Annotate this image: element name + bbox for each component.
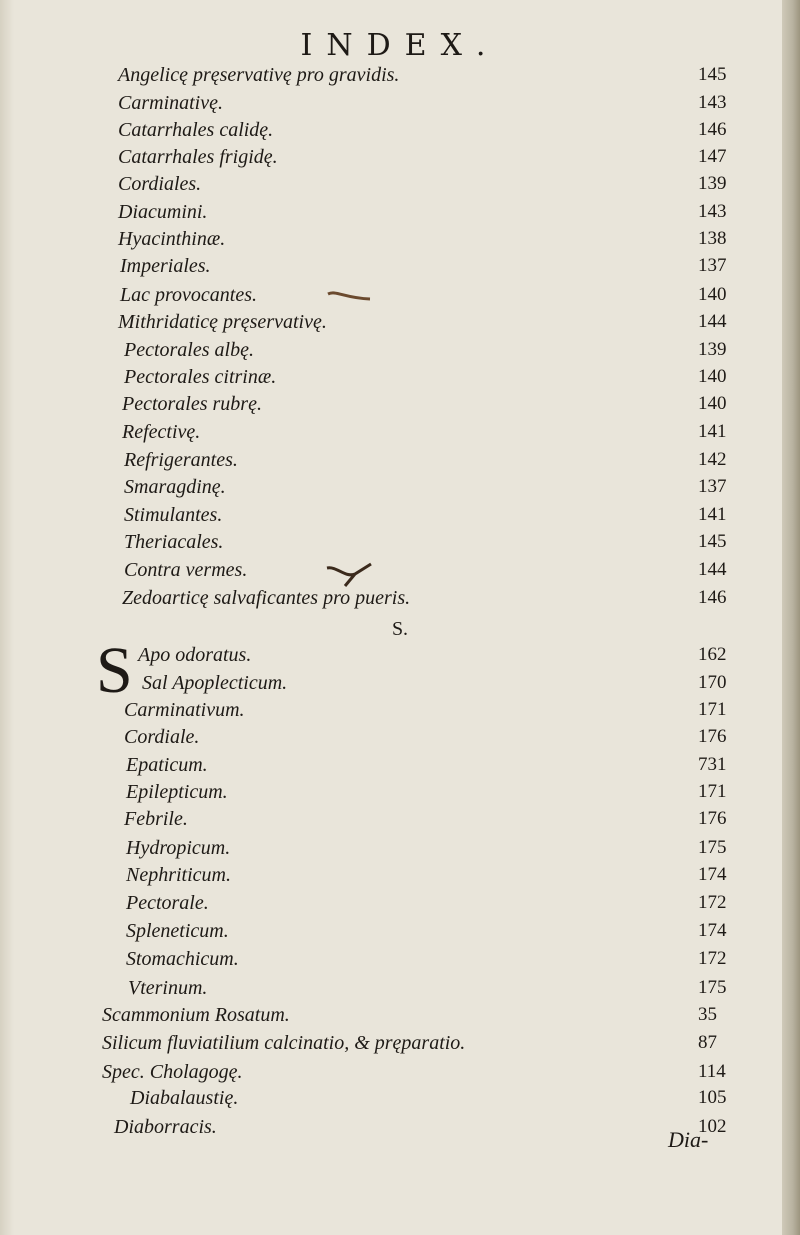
entry-page-number: 171 [698,781,727,802]
entry-label: Hydropicum. [126,837,231,859]
entry-label: Pectorales albę. [124,339,254,361]
entry-page-number: 175 [698,977,727,998]
index-entry [0,724,800,750]
entry-label: Refrigerantes. [124,449,238,471]
entry-label: Cordiale. [124,726,200,748]
index-entry [0,779,800,805]
entry-page-number: 140 [698,284,727,305]
index-entry [0,862,800,888]
index-entry [0,447,800,473]
index-entry [0,975,800,1001]
entry-page-number: 162 [698,644,727,665]
entry-page-number: 114 [698,1061,726,1082]
index-entry [0,337,800,363]
pen-mark-icon [325,556,377,590]
entry-label: Pectorale. [126,892,209,914]
index-entry [0,557,800,583]
index-entry [0,226,800,252]
drop-capital: S [96,634,133,707]
entry-label: Febrile. [124,808,188,830]
entry-label: Smaragdinę. [124,476,226,498]
entry-page-number: 137 [698,255,727,276]
entry-label: Pectorales rubrę. [122,393,262,415]
index-entry [0,585,800,611]
index-entry [0,282,800,308]
entry-label: Spec. Cholagogę. [102,1061,243,1083]
entry-page-number: 142 [698,449,727,470]
index-entry [0,1030,800,1056]
entry-page-number: 171 [698,699,727,720]
index-entry [0,1002,800,1028]
entry-label: Carminativę. [118,92,223,114]
entry-label: Hyacinthinæ. [118,228,226,250]
entry-label: Stomachicum. [126,948,239,970]
entry-label: Diacumini. [118,201,208,223]
entry-label: Vterinum. [128,977,208,999]
index-entry [0,1085,800,1111]
entry-label: Epaticum. [126,754,208,776]
entry-page-number: 146 [698,119,727,140]
entry-page-number: 139 [698,173,727,194]
entry-label: Contra vermes. [124,559,248,581]
ink-stroke-icon [326,288,372,304]
entry-page-number: 102 [698,1116,727,1137]
entry-label: Catarrhales frigidę. [118,146,278,168]
entry-label: Zedoarticę salvaficantes pro pueris. [122,587,411,609]
entry-label: Spleneticum. [126,920,229,942]
index-entry [0,171,800,197]
entry-page-number: 141 [698,504,727,525]
index-entry [0,144,800,170]
entry-page-number: 175 [698,837,727,858]
index-entry [0,117,800,143]
index-entry [0,364,800,390]
entry-page-number: 176 [698,726,727,747]
index-entry [0,309,800,335]
entry-label: Angelicę pręservativę pro gravidis. [118,64,400,86]
entry-label: Diaborracis. [114,1116,217,1138]
entry-page-number: 137 [698,476,727,497]
entry-page-number: 172 [698,948,727,969]
entry-label: Theriacales. [124,531,224,553]
page-title: INDEX. [300,28,500,63]
entry-page-number: 147 [698,146,727,167]
index-entry [0,419,800,445]
index-entry [0,253,800,279]
entry-page-number: 140 [698,393,727,414]
entry-page-number: 35 [698,1004,717,1025]
entry-page-number: 144 [698,311,727,332]
index-entry [0,1059,800,1085]
index-entry [0,529,800,555]
index-entry [0,199,800,225]
entry-label: Cordiales. [118,173,202,195]
entry-label: Epilepticum. [126,781,228,803]
entry-label: Diabalaustię. [130,1087,239,1109]
entry-page-number: 139 [698,339,727,360]
index-entry [0,806,800,832]
entry-page-number: 174 [698,920,727,941]
entry-label: Sal Apoplecticum. [142,672,288,694]
entry-page-number: 172 [698,892,727,913]
entry-page-number: 138 [698,228,727,249]
index-entry [0,752,800,778]
entry-page-number: 87 [698,1032,717,1053]
index-entry [0,670,800,696]
entry-page-number: 146 [698,587,727,608]
index-entry [0,890,800,916]
entry-label: Nephriticum. [126,864,231,886]
entry-label: Apo odoratus. [138,644,252,666]
index-entry [0,835,800,861]
entry-label: Imperiales. [120,255,211,277]
index-entry [0,391,800,417]
entry-page-number: 140 [698,366,727,387]
entry-label: Silicum fluviatilium calcinatio, & pręparatio. [102,1032,466,1054]
entry-label: Mithridaticę pręservativę. [118,311,327,333]
entry-label: Scammonium Rosatum. [102,1004,290,1026]
index-entry [0,946,800,972]
entry-page-number: 141 [698,421,727,442]
index-entry [0,62,800,88]
entry-page-number: 170 [698,672,727,693]
entry-page-number: 174 [698,864,727,885]
index-entry [0,502,800,528]
entry-page-number: 143 [698,201,727,222]
entry-label: Pectorales citrinæ. [124,366,277,388]
entry-label: Catarrhales calidę. [118,119,274,141]
index-entry [0,474,800,500]
catchword: Dia- [668,1127,709,1152]
entry-label: Refectivę. [122,421,201,443]
index-entry [0,697,800,723]
index-entry [0,642,800,668]
entry-page-number: 176 [698,808,727,829]
section-letter: S. [391,618,409,640]
entry-page-number: 105 [698,1087,727,1108]
index-entry [0,918,800,944]
entry-page-number: 731 [698,754,727,775]
entry-label: Carminativum. [124,699,245,721]
entry-page-number: 143 [698,92,727,113]
entry-label: Stimulantes. [124,504,223,526]
index-entry [0,90,800,116]
entry-page-number: 145 [698,531,727,552]
entry-page-number: 144 [698,559,727,580]
entry-page-number: 145 [698,64,727,85]
entry-label: Lac provocantes. [120,284,258,306]
